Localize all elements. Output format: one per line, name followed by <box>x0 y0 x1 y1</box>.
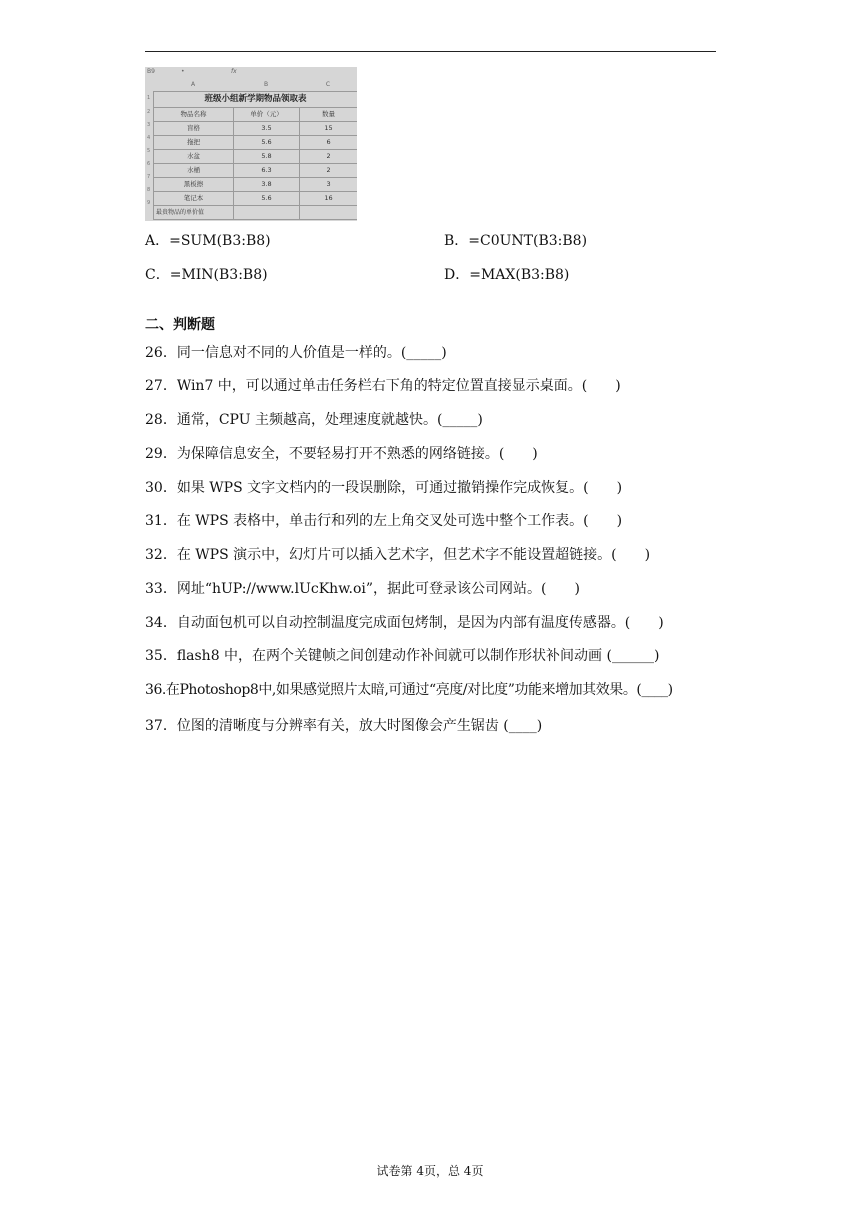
table-row <box>154 178 358 192</box>
table-cell: 2 <box>300 150 358 164</box>
question-36: 36.在Photoshop8中,如果感觉照片太暗,可通过“亮度/对比度”功能来增加其效果。(____) <box>145 682 673 698</box>
header-rule <box>145 51 716 52</box>
table-cell: 5.8 <box>234 150 300 164</box>
row-number: 9 <box>147 200 151 206</box>
table-row <box>154 206 358 220</box>
question-28: 28．通常，CPU 主频越高，处理速度就越快。(_____) <box>145 412 483 428</box>
row-number: 8 <box>147 187 151 193</box>
dot-icon: • <box>181 68 185 75</box>
column-label: C <box>325 81 331 88</box>
question-37: 37．位图的清晰度与分辨率有关，放大时图像会产生锯齿 (____) <box>145 718 543 734</box>
title-row <box>154 92 358 108</box>
column-headers <box>153 81 357 89</box>
formula-bar <box>145 67 357 77</box>
table-cell: 3 <box>300 178 358 192</box>
table-cell <box>234 206 300 220</box>
table-row <box>154 164 358 178</box>
question-29: 29．为保障信息安全，不要轻易打开不熟悉的网络链接。( ) <box>145 446 538 462</box>
column-label: B <box>263 81 269 88</box>
table-cell: 5.6 <box>234 136 300 150</box>
table-cell: 水盆 <box>154 150 234 164</box>
column-label: A <box>190 81 196 88</box>
table-cell: 3.8 <box>234 178 300 192</box>
row-number: 6 <box>147 161 151 167</box>
row-number: 7 <box>147 174 151 180</box>
sheet-title: 班级小组新学期物品领取表 <box>154 92 358 108</box>
row-number: 1 <box>147 95 151 101</box>
question-33: 33．网址“hUP://www.lUcKhw.oi”，据此可登录该公司网站。( ) <box>145 581 580 597</box>
question-35: 35．flash8 中，在两个关键帧之间创建动作补间就可以制作形状补间动画 (______) <box>145 648 660 664</box>
option-b: B．=C0UNT(B3:B8) <box>444 233 588 249</box>
question-31: 31．在 WPS 表格中，单击行和列的左上角交叉处可选中整个工作表。( ) <box>145 513 623 529</box>
table-cell: 黑板擦 <box>154 178 234 192</box>
table-cell: 6 <box>300 136 358 150</box>
option-c: C．=MIN(B3:B8) <box>145 267 268 283</box>
cell-reference: B9 <box>147 68 155 75</box>
table-row <box>154 150 358 164</box>
header-cell: 物品名称 <box>154 108 234 122</box>
table-cell: 5.6 <box>234 192 300 206</box>
header-row <box>154 108 358 122</box>
table-row <box>154 122 358 136</box>
option-d: D．=MAX(B3:B8) <box>444 267 570 283</box>
fx-icon: fx <box>231 68 237 75</box>
table-cell: 15 <box>300 122 358 136</box>
table-row <box>154 136 358 150</box>
table-cell: 最贵物品的单价值 <box>154 206 234 220</box>
table-cell <box>300 206 358 220</box>
table-cell: 16 <box>300 192 358 206</box>
table-row <box>154 192 358 206</box>
question-34: 34．自动面包机可以自动控制温度完成面包烤制，是因为内部有温度传感器。( ) <box>145 615 664 631</box>
header-cell: 单价（元） <box>234 108 300 122</box>
table-cell: 盲格 <box>154 122 234 136</box>
question-26: 26．同一信息对不同的人价值是一样的。(_____) <box>145 345 447 361</box>
section-title: 二、判断题 <box>145 317 215 333</box>
question-32: 32．在 WPS 演示中，幻灯片可以插入艺术字，但艺术字不能设置超链接。( ) <box>145 547 651 563</box>
table-cell: 拖把 <box>154 136 234 150</box>
page-footer: 试卷第 4页，总 4页 <box>376 1164 484 1178</box>
table-cell: 2 <box>300 164 358 178</box>
question-30: 30．如果 WPS 文字文档内的一段误删除，可通过撤销操作完成恢复。( ) <box>145 480 623 496</box>
row-number: 2 <box>147 109 151 115</box>
option-a: A．=SUM(B3:B8) <box>145 233 271 249</box>
table-cell: 笔记本 <box>154 192 234 206</box>
spreadsheet-image <box>145 67 357 221</box>
spreadsheet-table <box>153 91 357 220</box>
table-cell: 水桶 <box>154 164 234 178</box>
question-27: 27．Win7 中，可以通过单击任务栏右下角的特定位置直接显示桌面。( ) <box>145 378 621 394</box>
header-cell: 数量 <box>300 108 358 122</box>
row-number: 3 <box>147 122 151 128</box>
row-number: 4 <box>147 135 151 141</box>
table-cell: 3.5 <box>234 122 300 136</box>
table-cell: 6.3 <box>234 164 300 178</box>
row-number: 5 <box>147 148 151 154</box>
